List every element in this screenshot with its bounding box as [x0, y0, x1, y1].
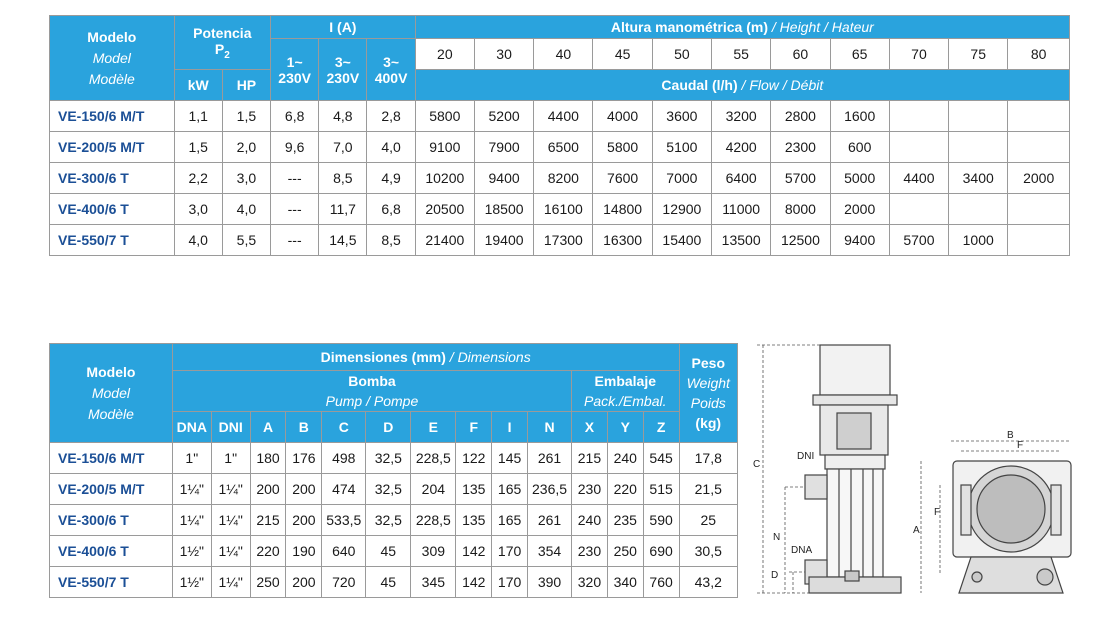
flow-cell: 7000: [652, 163, 711, 194]
flow-cell: [949, 194, 1008, 225]
dimension-cell: 200: [286, 505, 322, 536]
dimension-col-header: X: [572, 412, 608, 443]
dimension-cell: 32,5: [366, 505, 411, 536]
dimension-cell: 145: [492, 443, 528, 474]
hp-cell: 2,0: [222, 132, 270, 163]
phase-1-230v: 1~ 230V: [271, 39, 319, 101]
label-f-top: F: [1017, 440, 1024, 451]
dimension-cell: 354: [528, 536, 572, 567]
i2-cell: 14,5: [319, 225, 367, 256]
i2-cell: 11,7: [319, 194, 367, 225]
dimension-cell: 720: [322, 567, 366, 598]
i1-cell: ---: [271, 194, 319, 225]
flow-cell: 4400: [534, 101, 593, 132]
height-value: 20: [415, 39, 474, 70]
flow-cell: 1600: [830, 101, 889, 132]
flow-cell: 21400: [415, 225, 474, 256]
outlet-port: [805, 475, 827, 499]
dimension-cell: 345: [411, 567, 456, 598]
label-b: B: [1007, 430, 1014, 441]
flow-cell: 7900: [474, 132, 533, 163]
dimension-cell: 165: [492, 474, 528, 505]
dimension-col-header: F: [456, 412, 492, 443]
label-a: A: [913, 525, 920, 536]
power-header: Potencia $P_2$: [174, 16, 270, 70]
flow-cell: [889, 101, 948, 132]
dimension-cell: 142: [456, 567, 492, 598]
i1-cell: 6,8: [271, 101, 319, 132]
dimension-cell: 215: [572, 443, 608, 474]
flow-cell: 6500: [534, 132, 593, 163]
flow-cell: 10200: [415, 163, 474, 194]
model-header: Modelo Model Modèle: [50, 344, 173, 443]
flow-cell: 11000: [712, 194, 771, 225]
dimension-cell: 230: [572, 536, 608, 567]
i3-cell: 6,8: [367, 194, 415, 225]
model-cell: VE-150/6 M/T: [50, 443, 173, 474]
weight-header: Peso Weight Poids (kg): [679, 344, 737, 443]
flow-cell: 2000: [1008, 163, 1070, 194]
flow-cell: 2300: [771, 132, 830, 163]
model-cell: VE-400/6 T: [50, 194, 175, 225]
dimension-col-header: Y: [607, 412, 643, 443]
dimension-cell: 240: [572, 505, 608, 536]
dimension-cell: 515: [643, 474, 679, 505]
dimension-cell: 390: [528, 567, 572, 598]
weight-cell: 43,2: [679, 567, 737, 598]
model-cell: VE-200/5 M/T: [50, 132, 175, 163]
flow-cell: 9100: [415, 132, 474, 163]
phase-3-230v: 3~ 230V: [319, 39, 367, 101]
pack-header: Embalaje Pack./Embal.: [572, 371, 680, 412]
dimension-cell: 200: [286, 474, 322, 505]
dimension-cell: 340: [607, 567, 643, 598]
hp-cell: 5,5: [222, 225, 270, 256]
height-value: 65: [830, 39, 889, 70]
dimensions-header: Dimensiones (mm) / Dimensions: [172, 344, 679, 371]
dimension-cell: 230: [572, 474, 608, 505]
flow-cell: 4000: [593, 101, 652, 132]
dimension-col-header: A: [250, 412, 286, 443]
flow-cell: [1008, 194, 1070, 225]
dimension-cell: 1": [211, 443, 250, 474]
current-header: I (A): [271, 16, 416, 39]
dimension-cell: 1¼": [172, 474, 211, 505]
dimension-cell: 590: [643, 505, 679, 536]
performance-table: [49, 15, 1070, 256]
dimension-cell: 474: [322, 474, 366, 505]
dimensions-table: [49, 343, 738, 598]
dimension-cell: 190: [286, 536, 322, 567]
dimension-cell: 235: [607, 505, 643, 536]
dimension-cell: 545: [643, 443, 679, 474]
dimension-cell: 320: [572, 567, 608, 598]
flow-cell: 12900: [652, 194, 711, 225]
dimension-cell: 176: [286, 443, 322, 474]
i3-cell: 4,9: [367, 163, 415, 194]
dimension-cell: 200: [286, 567, 322, 598]
label-dni: DNI: [797, 451, 815, 462]
flow-cell: 5800: [415, 101, 474, 132]
table-row: [50, 101, 1070, 132]
flow-cell: 5200: [474, 101, 533, 132]
kw-cell: 4,0: [174, 225, 222, 256]
height-header: Altura manométrica (m) / Height / Hateur: [415, 16, 1069, 39]
i3-cell: 2,8: [367, 101, 415, 132]
pump-diagram: [745, 335, 1095, 620]
height-value: 75: [949, 39, 1008, 70]
dimension-cell: 135: [456, 505, 492, 536]
dimension-cell: 1½": [172, 536, 211, 567]
weight-cell: 30,5: [679, 536, 737, 567]
flow-cell: 15400: [652, 225, 711, 256]
kw-cell: 3,0: [174, 194, 222, 225]
dimension-cell: 228,5: [411, 443, 456, 474]
flow-cell: 600: [830, 132, 889, 163]
phase-3-400v: 3~ 400V: [367, 39, 415, 101]
model-cell: VE-550/7 T: [50, 567, 173, 598]
label-dna: DNA: [791, 545, 813, 556]
dimension-cell: 1¼": [211, 474, 250, 505]
label-d: D: [771, 570, 779, 581]
kw-cell: 2,2: [174, 163, 222, 194]
kw-cell: 1,1: [174, 101, 222, 132]
dimension-cell: 640: [322, 536, 366, 567]
flow-cell: 14800: [593, 194, 652, 225]
height-value: 50: [652, 39, 711, 70]
flow-cell: 4400: [889, 163, 948, 194]
flow-cell: 18500: [474, 194, 533, 225]
flow-cell: [889, 132, 948, 163]
dimension-cell: 533,5: [322, 505, 366, 536]
dimension-cell: 200: [250, 474, 286, 505]
flow-cell: 19400: [474, 225, 533, 256]
i1-cell: 9,6: [271, 132, 319, 163]
model-cell: VE-300/6 T: [50, 505, 173, 536]
dimension-cell: 309: [411, 536, 456, 567]
dimension-cell: 1½": [172, 567, 211, 598]
motor-body: [820, 345, 890, 395]
flow-header: Caudal (l/h) / Flow / Débit: [415, 70, 1069, 101]
i2-cell: 7,0: [319, 132, 367, 163]
flow-cell: 2800: [771, 101, 830, 132]
dimension-col-header: Z: [643, 412, 679, 443]
dimension-cell: 220: [607, 474, 643, 505]
flow-cell: 3600: [652, 101, 711, 132]
dimension-cell: 32,5: [366, 474, 411, 505]
height-value: 70: [889, 39, 948, 70]
dimension-cell: 1¼": [211, 567, 250, 598]
table-row: [50, 505, 738, 536]
flow-cell: [1008, 132, 1070, 163]
dimension-col-header: B: [286, 412, 322, 443]
model-cell: VE-400/6 T: [50, 536, 173, 567]
table-row: [50, 163, 1070, 194]
flow-cell: 9400: [830, 225, 889, 256]
flow-cell: 8200: [534, 163, 593, 194]
pump-stages: [827, 469, 883, 577]
power-kw-header: kW: [174, 70, 222, 101]
flow-cell: 12500: [771, 225, 830, 256]
model-header: Modelo Model Modèle: [50, 16, 175, 101]
flow-cell: 17300: [534, 225, 593, 256]
weight-cell: 25: [679, 505, 737, 536]
i3-cell: 8,5: [367, 225, 415, 256]
dimension-col-header: N: [528, 412, 572, 443]
hp-cell: 4,0: [222, 194, 270, 225]
dimension-cell: 228,5: [411, 505, 456, 536]
dimension-cell: 250: [607, 536, 643, 567]
model-cell: VE-550/7 T: [50, 225, 175, 256]
table-row: [50, 443, 738, 474]
dimension-cell: 204: [411, 474, 456, 505]
dimension-cell: 1": [172, 443, 211, 474]
flow-cell: 3400: [949, 163, 1008, 194]
height-value: 60: [771, 39, 830, 70]
i1-cell: ---: [271, 225, 319, 256]
flow-cell: [949, 132, 1008, 163]
table-row: [50, 536, 738, 567]
dimension-cell: 236,5: [528, 474, 572, 505]
dimension-cell: 1¼": [172, 505, 211, 536]
dimension-cell: 180: [250, 443, 286, 474]
dimension-cell: 215: [250, 505, 286, 536]
pump-header: Bomba Pump / Pompe: [172, 371, 571, 412]
dimension-cell: 261: [528, 443, 572, 474]
flow-cell: 16100: [534, 194, 593, 225]
i1-cell: ---: [271, 163, 319, 194]
height-value: 40: [534, 39, 593, 70]
dimension-cell: 498: [322, 443, 366, 474]
flow-cell: 20500: [415, 194, 474, 225]
flow-cell: 5100: [652, 132, 711, 163]
table-row: [50, 194, 1070, 225]
dimension-cell: 1¼": [211, 505, 250, 536]
flow-cell: 5000: [830, 163, 889, 194]
flow-cell: [889, 194, 948, 225]
dimension-cell: 45: [366, 536, 411, 567]
flow-cell: 5800: [593, 132, 652, 163]
height-value: 55: [712, 39, 771, 70]
model-cell: VE-300/6 T: [50, 163, 175, 194]
dimension-cell: 760: [643, 567, 679, 598]
flow-cell: 7600: [593, 163, 652, 194]
table-row: [50, 225, 1070, 256]
label-f-side: F: [934, 507, 941, 518]
label-n: N: [773, 532, 781, 543]
dimension-col-header: DNI: [211, 412, 250, 443]
height-value: 45: [593, 39, 652, 70]
hp-cell: 3,0: [222, 163, 270, 194]
dimension-col-header: I: [492, 412, 528, 443]
flow-cell: 1000: [949, 225, 1008, 256]
flow-cell: 2000: [830, 194, 889, 225]
table-row: [50, 567, 738, 598]
flow-cell: 9400: [474, 163, 533, 194]
dimension-cell: 32,5: [366, 443, 411, 474]
i3-cell: 4,0: [367, 132, 415, 163]
dimension-cell: 261: [528, 505, 572, 536]
table-row: [50, 474, 738, 505]
dimension-cell: 220: [250, 536, 286, 567]
flow-cell: 6400: [712, 163, 771, 194]
dimension-cell: 1¼": [211, 536, 250, 567]
power-hp-header: HP: [222, 70, 270, 101]
flow-cell: 8000: [771, 194, 830, 225]
flow-cell: 3200: [712, 101, 771, 132]
dimension-cell: 165: [492, 505, 528, 536]
flow-cell: [1008, 225, 1070, 256]
dimension-cell: 142: [456, 536, 492, 567]
dimension-col-header: E: [411, 412, 456, 443]
model-cell: VE-150/6 M/T: [50, 101, 175, 132]
flow-cell: [1008, 101, 1070, 132]
hp-cell: 1,5: [222, 101, 270, 132]
flow-cell: 16300: [593, 225, 652, 256]
dimension-col-header: D: [366, 412, 411, 443]
dimension-col-header: DNA: [172, 412, 211, 443]
dimension-col-header: C: [322, 412, 366, 443]
height-value: 80: [1008, 39, 1070, 70]
flow-cell: 4200: [712, 132, 771, 163]
dimension-cell: 170: [492, 536, 528, 567]
dimension-cell: 690: [643, 536, 679, 567]
kw-cell: 1,5: [174, 132, 222, 163]
dimension-cell: 45: [366, 567, 411, 598]
dimension-cell: 250: [250, 567, 286, 598]
weight-cell: 17,8: [679, 443, 737, 474]
flow-cell: 5700: [889, 225, 948, 256]
dimension-cell: 122: [456, 443, 492, 474]
dimension-cell: 170: [492, 567, 528, 598]
dimension-cell: 240: [607, 443, 643, 474]
model-cell: VE-200/5 M/T: [50, 474, 173, 505]
i2-cell: 4,8: [319, 101, 367, 132]
flow-cell: 13500: [712, 225, 771, 256]
weight-cell: 21,5: [679, 474, 737, 505]
table-row: [50, 132, 1070, 163]
i2-cell: 8,5: [319, 163, 367, 194]
height-value: 30: [474, 39, 533, 70]
label-c: C: [753, 459, 761, 470]
flow-cell: 5700: [771, 163, 830, 194]
flow-cell: [949, 101, 1008, 132]
dimension-cell: 135: [456, 474, 492, 505]
